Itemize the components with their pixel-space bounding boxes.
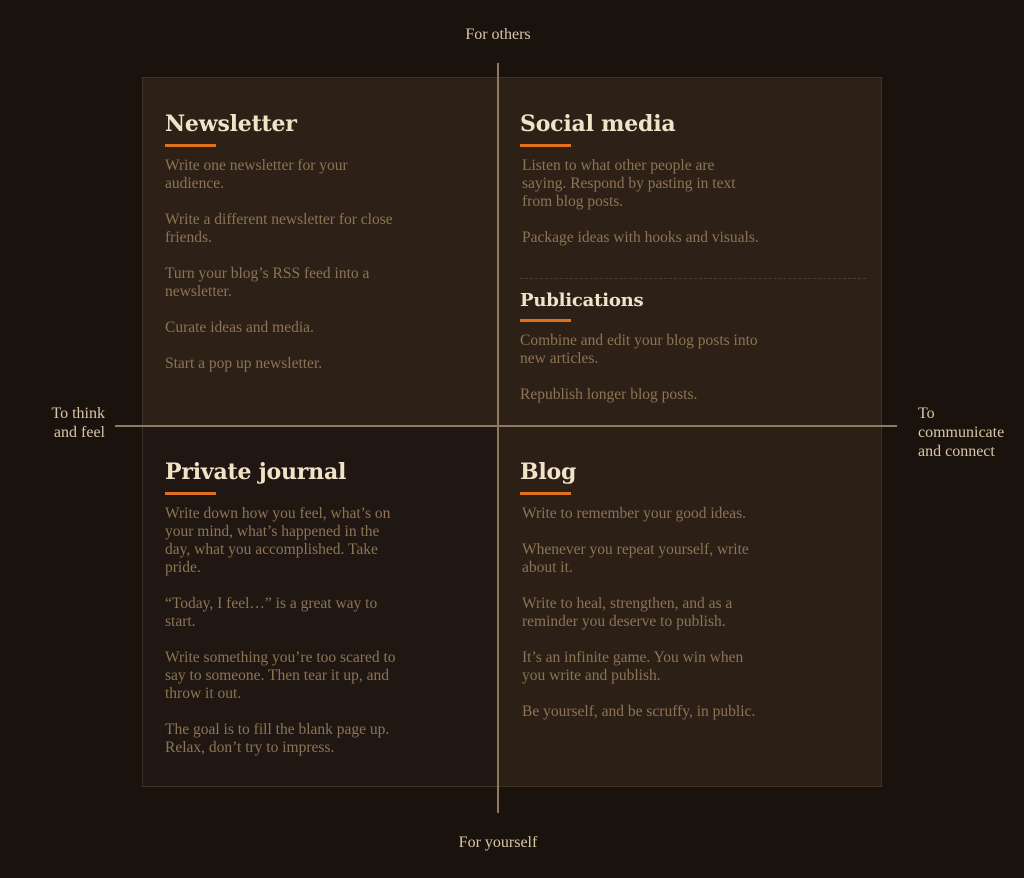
list-item: Write one newsletter for your audience. bbox=[165, 157, 348, 192]
axis-label-left bbox=[0, 404, 105, 442]
section-publications bbox=[520, 289, 770, 422]
list-item: “Today, I feel…” is a great way to start. bbox=[165, 595, 378, 630]
list-item: Start a pop up newsletter. bbox=[165, 355, 323, 372]
list-item: It’s an infinite game. You win when you write and publish. bbox=[522, 649, 744, 684]
list-item: Package ideas with hooks and visuals. bbox=[522, 229, 759, 246]
section-title: Newsletter bbox=[165, 111, 297, 137]
section-blog bbox=[520, 458, 770, 739]
axis-label-right-line: To bbox=[918, 405, 935, 422]
list-item: Write something you’re too scared to say to someone. Then tear it up, and throw it out. bbox=[165, 649, 396, 702]
axis-label-left-line: To think bbox=[51, 405, 105, 422]
title-underline bbox=[520, 144, 571, 147]
section-private-journal bbox=[165, 458, 415, 775]
axis-label-right-line: communicate bbox=[918, 424, 1005, 441]
list-item: Be yourself, and be scruffy, in public. bbox=[522, 703, 756, 720]
section-title: Social media bbox=[520, 111, 676, 137]
axis-label-left-line: and feel bbox=[53, 424, 105, 441]
section-title: Private journal bbox=[165, 459, 347, 485]
section-title: Blog bbox=[520, 459, 577, 485]
list-item: Write to remember your good ideas. bbox=[522, 505, 747, 522]
axis-label-bottom: For yourself bbox=[458, 834, 538, 851]
horizontal-axis bbox=[115, 425, 897, 427]
title-underline bbox=[520, 319, 571, 322]
list-item: Listen to what other people are saying. Respond by pasting in text from blog posts. bbox=[522, 157, 736, 210]
section-social-media bbox=[520, 110, 770, 265]
axis-label-top: For others bbox=[465, 26, 531, 43]
section-title: Publications bbox=[520, 290, 644, 311]
list-item: Turn your blog’s RSS feed into a newsletter. bbox=[165, 265, 370, 300]
title-underline bbox=[165, 144, 216, 147]
vertical-axis bbox=[497, 63, 499, 813]
section-newsletter bbox=[165, 110, 415, 391]
list-item: Write a different newsletter for close friends. bbox=[165, 211, 393, 246]
list-item: Write down how you feel, what’s on your mind, what’s happened in the day, what you accomplished. Take pride. bbox=[165, 505, 391, 576]
list-item: Curate ideas and media. bbox=[165, 319, 314, 336]
dashed-divider bbox=[520, 278, 866, 279]
axis-label-right bbox=[918, 404, 1024, 461]
title-underline bbox=[520, 492, 571, 495]
list-item: Republish longer blog posts. bbox=[520, 386, 698, 403]
list-item: Write to heal, strengthen, and as a reminder you deserve to publish. bbox=[522, 595, 733, 630]
list-item: The goal is to fill the blank page up. Relax, don’t try to impress. bbox=[165, 721, 390, 756]
axis-label-right-line: and connect bbox=[918, 443, 995, 460]
title-underline bbox=[165, 492, 216, 495]
list-item: Combine and edit your blog posts into new articles. bbox=[520, 332, 758, 367]
list-item: Whenever you repeat yourself, write about it. bbox=[522, 541, 749, 576]
